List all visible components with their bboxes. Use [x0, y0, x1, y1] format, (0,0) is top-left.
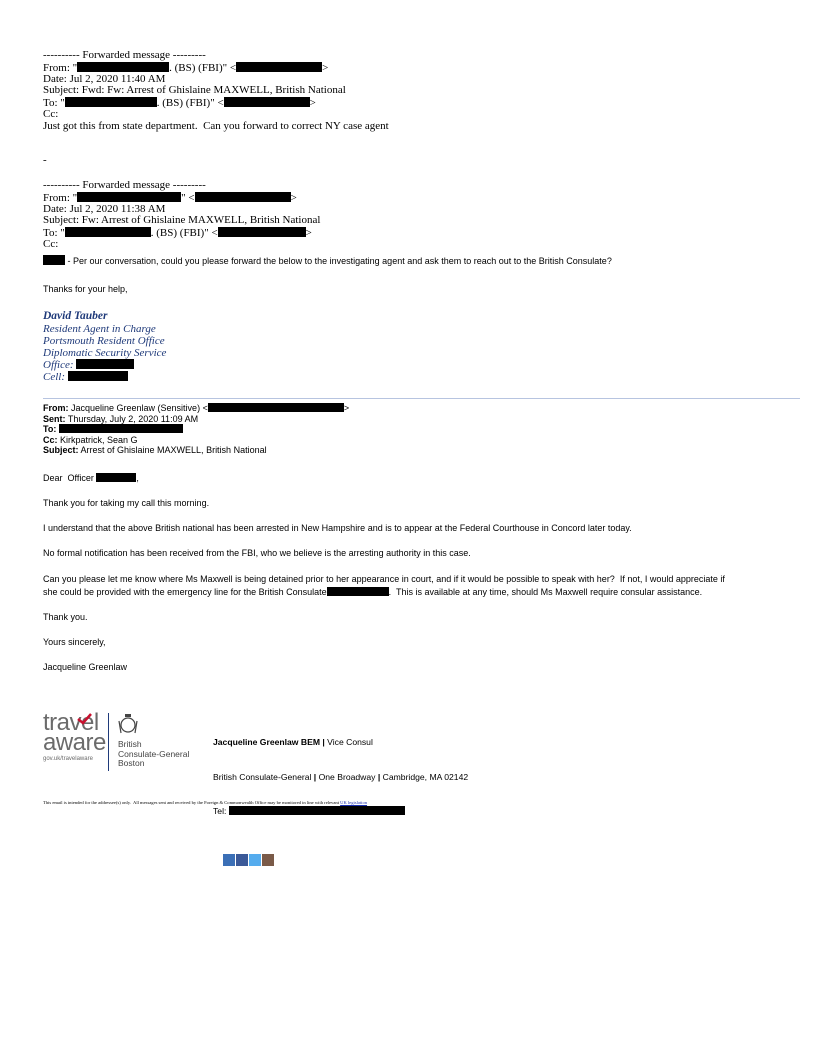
logo-travel-text: travel: [43, 709, 99, 736]
signature-office: Portsmouth Resident Office: [43, 334, 165, 347]
facebook-icon[interactable]: [236, 854, 248, 866]
greeting: Dear Officer ,: [43, 473, 139, 483]
divider: ---------- Forwarded message ---------: [43, 49, 206, 61]
subject-line: Subject: Fwd: Fw: Arrest of Ghislaine MAXWELL, British National: [43, 84, 346, 97]
logo-aware-text: aware: [43, 729, 106, 756]
paragraph-4a: Can you please let me know where Ms Maxwell is being detained prior to her appearance in court, and if it would be possible to speak with her? If not, I would appreciate if: [43, 574, 725, 584]
forwarded-header-2: [43, 180, 320, 251]
signature-name: David Tauber: [43, 310, 108, 322]
to-line: To: " . (BS) (FBI)" < >: [43, 97, 316, 110]
dash: -: [43, 154, 47, 166]
to-line: To: " . (BS) (FBI)" < >: [43, 227, 312, 240]
from-line: From: " . (BS) (FBI)" < >: [43, 61, 329, 74]
original-message-header: [43, 403, 349, 456]
paragraph-3: No formal notification has been received from the FBI, who we believe is the arresting authority in this case.: [43, 548, 471, 558]
date-line: Date: Jul 2, 2020 11:40 AM: [43, 72, 166, 85]
redaction: [65, 227, 151, 237]
redaction: [96, 473, 136, 482]
redaction: [218, 227, 306, 237]
redaction: [229, 806, 405, 815]
paragraph-7: Jacqueline Greenlaw: [43, 662, 128, 672]
logo-divider: [108, 713, 109, 771]
subject-line: Subject: Fw: Arrest of Ghislaine MAXWELL, British National: [43, 214, 321, 227]
travel-aware-logo: [43, 709, 193, 775]
paragraph-1: Thank you for taking my call this morning.: [43, 498, 210, 508]
date-line: Date: Jul 2, 2020 11:38 AM: [43, 202, 166, 215]
redaction: [236, 62, 322, 72]
message-body: Just got this from state department. Can you forward to correct NY case agent: [43, 119, 389, 132]
cc-line: Cc:: [43, 237, 59, 250]
logo-url-text: gov.uk/travelaware: [43, 756, 93, 762]
divider-rule: [43, 398, 800, 399]
redaction: [195, 192, 291, 202]
redaction: [77, 62, 169, 72]
from-line: From: Jacqueline Greenlaw (Sensitive) < >: [43, 403, 350, 413]
logo-tick-icon: [77, 713, 93, 725]
paragraph-6: Yours sincerely,: [43, 637, 106, 647]
travel-advice-icon[interactable]: [223, 854, 235, 866]
uk-legislation-link[interactable]: UK legislation: [340, 800, 368, 805]
consul-name-line: Jacqueline Greenlaw BEM | Vice Consul: [213, 737, 373, 747]
signature-service: Diplomatic Security Service: [43, 346, 167, 359]
consulate-name: British Consulate-General Boston: [118, 739, 190, 768]
divider: ---------- Forwarded message ---------: [43, 179, 206, 191]
from-line: From: " " < >: [43, 191, 297, 204]
paragraph-4b: she could be provided with the emergency line for the British Consulate . This is available at any time, should Ms Maxwell require consular assistance.: [43, 587, 703, 597]
redaction: [59, 424, 183, 433]
message-body: - Per our conversation, could you please forward the below to the investigating agent and ask them to reach out to the British Consulate?: [43, 255, 612, 266]
email-signature: [43, 311, 166, 383]
paragraph-2: I understand that the above British national has been arrested in New Hampshire and is to appear at the Federal Courthouse in Concord later today.: [43, 523, 632, 533]
cc-line: Cc: Kirkpatrick, Sean G: [43, 434, 138, 445]
redaction: [65, 97, 157, 107]
redaction: [77, 192, 181, 202]
cc-line: Cc:: [43, 107, 59, 120]
disclaimer: This email is intended for the addressee(s) only. All messages sent and received by the Foreign & Commonwealth Office may be monitored in line with relevant UK legislation: [43, 800, 368, 805]
subject-line: Subject: Arrest of Ghislaine MAXWELL, British National: [43, 445, 267, 456]
forwarded-header-1: [43, 50, 389, 133]
signature-title: Resident Agent in Charge: [43, 323, 156, 335]
sent-line: Sent: Thursday, July 2, 2020 11:09 AM: [43, 413, 199, 424]
redaction: [208, 403, 344, 412]
royal-crest-icon: [115, 713, 141, 735]
consul-address-line: British Consulate-General | One Broadway | Cambridge, MA 02142: [213, 771, 469, 782]
social-icons: [213, 843, 468, 878]
redaction: [43, 255, 65, 265]
signature-cell-phone: Cell:: [43, 371, 166, 383]
consul-tel-line: Tel:: [213, 806, 468, 818]
redaction: [68, 371, 128, 381]
instagram-icon[interactable]: [262, 854, 274, 866]
to-line: To:: [43, 424, 349, 435]
twitter-icon[interactable]: [249, 854, 261, 866]
redaction: [224, 97, 310, 107]
paragraph-5: Thank you.: [43, 612, 88, 622]
signature-office-phone: Office:: [43, 359, 166, 371]
redaction: [327, 587, 389, 596]
thanks-line: Thanks for your help,: [43, 284, 128, 294]
redaction: [76, 359, 134, 369]
